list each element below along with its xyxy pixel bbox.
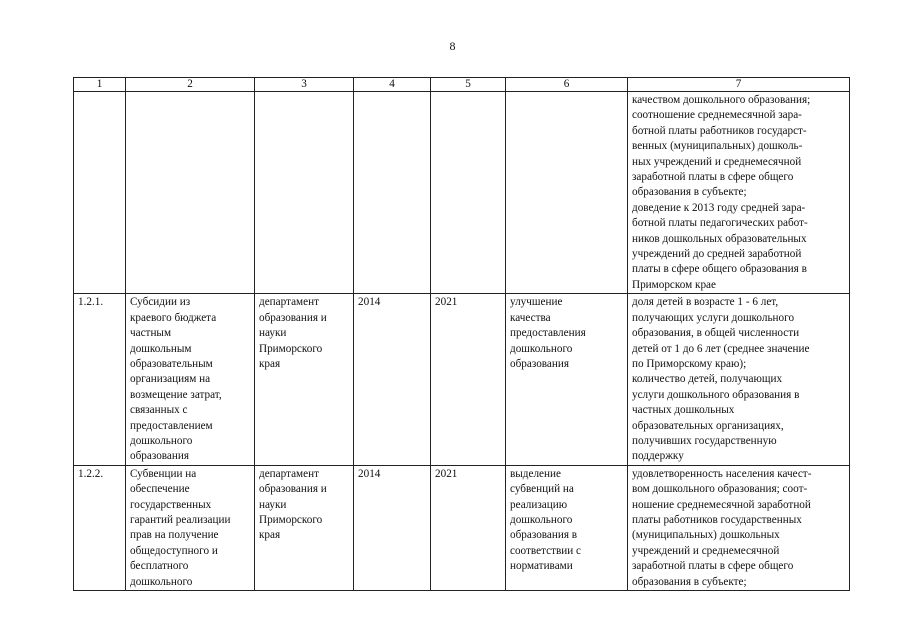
program-table — [73, 77, 850, 591]
cell-executor — [255, 92, 354, 294]
cell-measure-name — [126, 92, 255, 294]
cell-start-year — [354, 92, 431, 294]
cell-expected-result — [506, 92, 628, 294]
cell-number: 1.2.2. — [74, 465, 126, 590]
column-header: 7 — [628, 78, 850, 92]
cell-indicators: доля детей в возрасте 1 - 6 лет, получающих услуги дошкольного образования, в общей численности детей от 1 до 6 лет (среднее значение по Приморскому краю); количество детей, получающих услуги дошкольного образования в частных дошкольных образовательных организациях, получивших государственную поддержку — [628, 294, 850, 465]
table-header-row — [74, 78, 850, 92]
page-number: 8 — [449, 39, 456, 53]
cell-end-year: 2021 — [431, 465, 506, 590]
cell-indicators: удовлетворенность населения качест- вом дошкольного образования; соот- ношение среднемесячной заработной платы работников государственных (муниципальных) дошкольных учреждений и среднемесячной заработной платы в сфере общего образования в субъекте; — [628, 465, 850, 590]
cell-number — [74, 92, 126, 294]
column-header: 5 — [431, 78, 506, 92]
column-header: 2 — [126, 78, 255, 92]
table-row — [74, 92, 850, 294]
cell-measure-name: Субвенции на обеспечение государственных гарантий реализации прав на получение общедоступного и бесплатного дошкольного — [126, 465, 255, 590]
cell-indicators: качеством дошкольного образования; соотношение среднемесячной зара- ботной платы работников государст- венных (муниципальных) дошколь- ных учреждений и среднемесячной заработной платы в сфере общего образования в субъекте; доведение к 2013 году средней зара- ботной платы педагогических работ- ников дошкольных образовательных учреждений до средней заработной платы в сфере общего образования в Приморском крае — [628, 92, 850, 294]
column-header: 4 — [354, 78, 431, 92]
column-header: 6 — [506, 78, 628, 92]
table-row — [74, 465, 850, 590]
cell-end-year — [431, 92, 506, 294]
cell-expected-result: выделение субвенций на реализацию дошкольного образования в соответствии с нормативами — [506, 465, 628, 590]
column-header: 1 — [74, 78, 126, 92]
cell-number: 1.2.1. — [74, 294, 126, 465]
cell-expected-result: улучшение качества предоставления дошкольного образования — [506, 294, 628, 465]
column-header: 3 — [255, 78, 354, 92]
cell-measure-name: Субсидии из краевого бюджета частным дошкольным образовательным организациям на возмещение затрат, связанных с предоставлением дошкольного образования — [126, 294, 255, 465]
table-row — [74, 294, 850, 465]
cell-end-year: 2021 — [431, 294, 506, 465]
cell-start-year: 2014 — [354, 465, 431, 590]
cell-executor: департамент образования и науки Приморского края — [255, 465, 354, 590]
cell-start-year: 2014 — [354, 294, 431, 465]
cell-executor: департамент образования и науки Приморского края — [255, 294, 354, 465]
